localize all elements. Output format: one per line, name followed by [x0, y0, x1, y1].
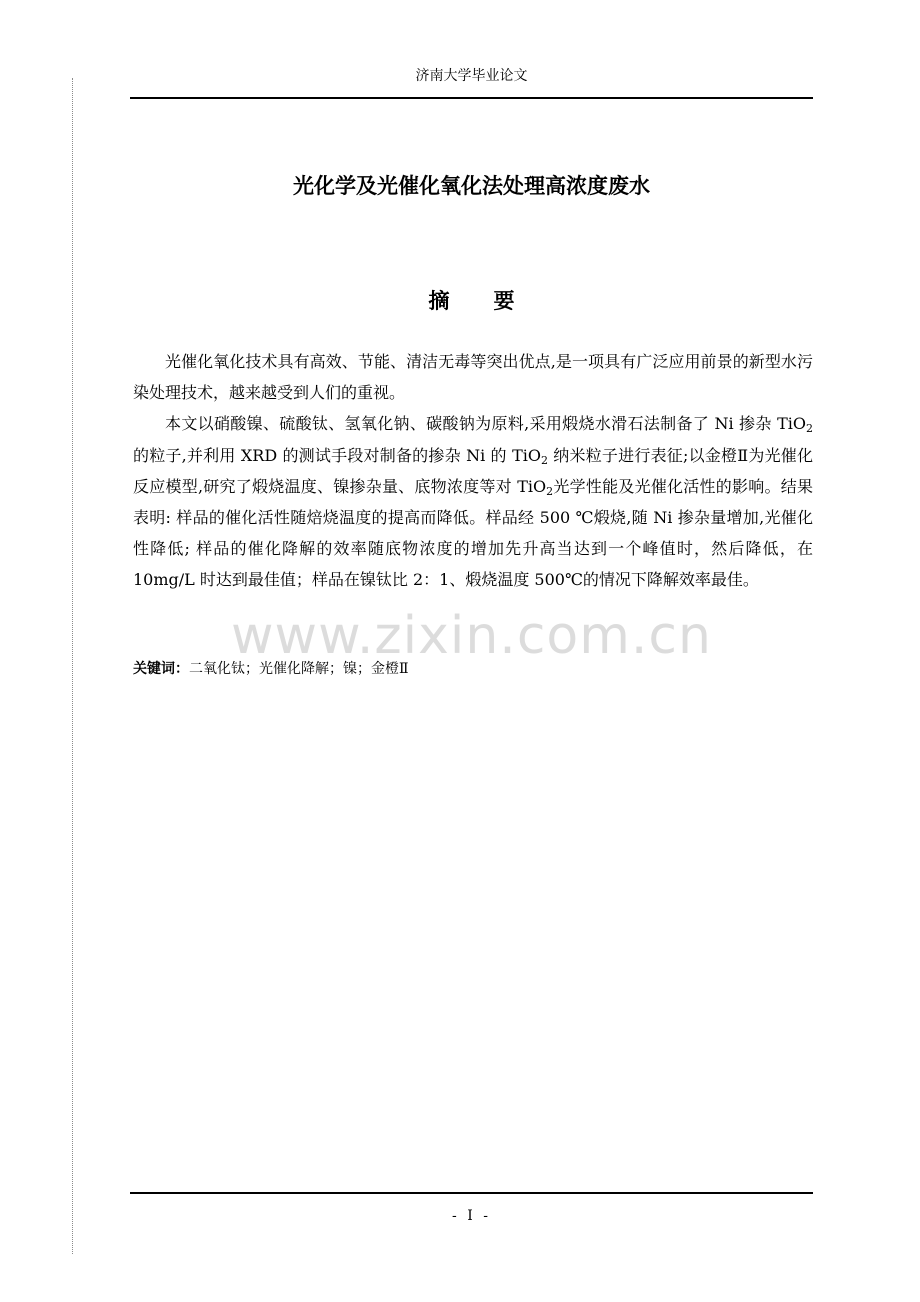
watermark: www.zixin.com.cn — [231, 606, 712, 666]
abstract-p2-segment-3: 纳米粒子进行表征;以金橙Ⅱ为光催化反应模型,研究了煅烧温度、镍掺杂量、底物浓度等对 TiO — [133, 445, 813, 496]
abstract-p2-segment-1: 本文以硝酸镍、硫酸钛、氢氧化钠、碳酸钠为原料,采用煅烧水滑石法制备了 Ni 掺杂 TiO — [165, 414, 806, 434]
abstract-body — [133, 346, 813, 596]
thesis-title: 光化学及光催化氧化法处理高浓度废水 — [293, 174, 650, 198]
abstract-p2-segment-2: 的粒子,并利用 XRD 的测试手段对制备的掺杂 Ni 的 TiO — [133, 445, 541, 465]
running-head: 济南大学毕业论文 — [415, 68, 528, 84]
footer-rule — [130, 1192, 813, 1194]
subscript-2: 2 — [546, 484, 554, 498]
abstract-paragraph-1: 光催化氧化技术具有高效、节能、清洁无毒等突出优点,是一项具有广泛应用前景的新型水污染处理技术，越来越受到人们的重视。 — [133, 352, 813, 403]
abstract-p2-segment-4: 光学性能及光催化活性的影响。结果表明: 样品的催化活性随焙烧温度的提高而降低。样品经 500 ℃煅烧,随 Ni 掺杂量增加,光催化性降低; 样品的催化降解的效率随底物浓度的增加先升高当达到一个峰值时，然后降低，在 10mg/L 时达到最佳值；样品在镍钛比 2：1、煅烧温度 500℃的情况下降解效率最佳。 — [133, 476, 813, 590]
abstract-paragraph-2 — [133, 408, 813, 595]
keywords-label: 关键词： — [133, 661, 189, 677]
abstract-heading: 摘要 — [428, 289, 559, 313]
page-number: - I - — [452, 1208, 491, 1224]
header-rule — [130, 97, 813, 99]
subscript-2: 2 — [806, 422, 813, 436]
keywords-value: 二氧化钛；光催化降解；镍；金橙Ⅱ — [189, 661, 409, 677]
subscript-2: 2 — [540, 453, 548, 467]
binding-margin-line — [72, 78, 73, 1254]
keywords — [133, 658, 409, 680]
